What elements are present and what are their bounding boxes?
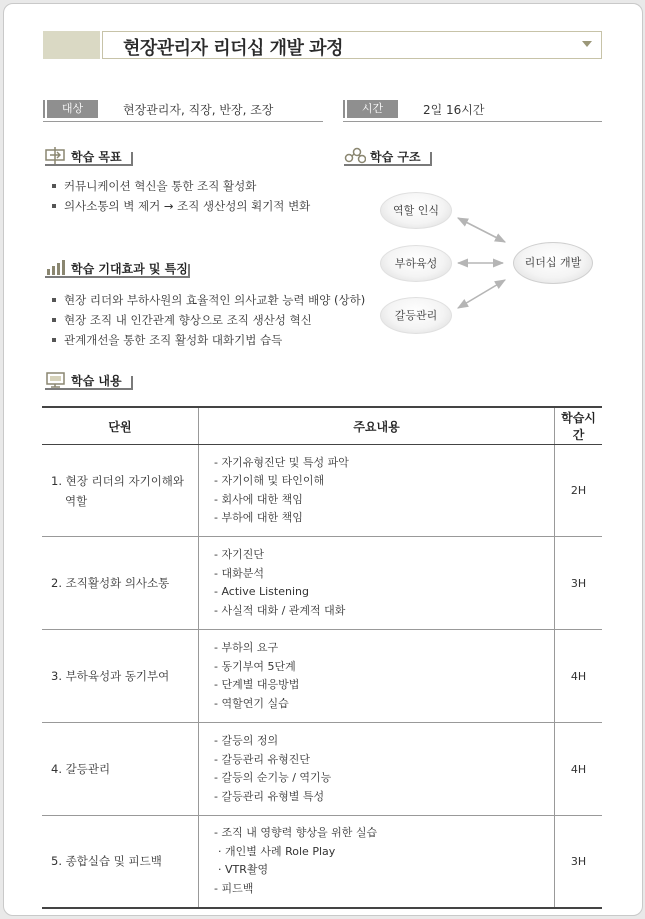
node-role: 역할 인식 <box>380 192 452 229</box>
col-content: 주요내용 <box>199 407 555 445</box>
divider <box>343 121 602 122</box>
node-develop: 부하육성 <box>380 245 452 282</box>
content-heading <box>45 370 133 390</box>
title-bar <box>43 31 602 59</box>
signpost-icon <box>45 147 67 164</box>
structure-heading <box>344 146 432 166</box>
unit-cell <box>42 537 199 630</box>
hours-cell: 3H <box>555 816 603 908</box>
structure-diagram <box>370 180 610 340</box>
table-row <box>42 445 602 537</box>
table-header <box>42 407 602 445</box>
table-row <box>42 630 602 723</box>
time-tag <box>347 100 398 118</box>
content-item: - 회사에 대한 책임 <box>214 492 303 506</box>
content-cell <box>199 537 555 630</box>
col-hours: 학습시간 <box>555 407 603 445</box>
time-value: 2일 16시간 <box>423 103 485 117</box>
arrow-conflict <box>458 280 505 308</box>
content-item: · 개인별 사례 Role Play <box>218 844 336 858</box>
content-cell <box>199 816 555 908</box>
page-title: 현장관리자 리더십 개발 과정 <box>123 38 343 59</box>
content-item: - 조직 내 영향력 향상을 위한 실습 <box>214 826 378 840</box>
objectives-list <box>51 177 310 217</box>
unit-cell <box>42 723 199 816</box>
target-info <box>43 100 323 122</box>
list-item: 의사소통의 벽 제거 → 조직 생산성의 획기적 변화 <box>51 197 310 217</box>
unit-name: 2. 조직활성화 의사소통 <box>51 576 170 590</box>
effects-title: 학습 기대효과 및 특징 <box>71 262 188 276</box>
content-item: - 자기유형진단 및 특성 파악 <box>214 455 349 469</box>
network-icon <box>344 147 366 164</box>
time-label: 시간 <box>361 102 384 115</box>
structure-title: 학습 구조 <box>370 150 421 164</box>
content-cell <box>199 445 555 537</box>
effects-heading <box>45 258 190 278</box>
unit-name-cont: 역할 <box>65 493 88 508</box>
node-conflict: 갈등관리 <box>380 297 452 334</box>
list-item: 현장 리더와 부하사원의 효율적인 의사교환 능력 배양 (상하) <box>51 291 365 311</box>
content-item: - 피드백 <box>214 881 254 895</box>
content-item: - 대화분석 <box>214 566 264 580</box>
target-tag <box>47 100 98 118</box>
time-info <box>343 100 602 122</box>
content-item: - 갈등의 정의 <box>214 734 279 747</box>
unit-name: 1. 현장 리더의 자기이해와 <box>51 473 185 488</box>
list-item: 커뮤니케이션 혁신을 통한 조직 활성화 <box>51 177 310 197</box>
content-item: - 부하의 요구 <box>214 641 279 654</box>
list-item: 현장 조직 내 인간관계 향상으로 조직 생산성 혁신 <box>51 311 365 331</box>
node-leadership: 리더십 개발 <box>513 242 593 284</box>
content-item: - 동기부여 5단계 <box>214 659 296 673</box>
objectives-heading <box>45 146 133 166</box>
unit-cell <box>42 445 199 537</box>
table-row <box>42 816 602 908</box>
unit-name: 3. 부하육성과 동기부여 <box>51 669 170 683</box>
content-item: - 자기이해 및 타인이해 <box>214 474 325 487</box>
title-accent-block <box>43 31 100 59</box>
triangle-down-icon <box>582 41 592 47</box>
arrow-role <box>458 218 505 242</box>
target-label: 대상 <box>61 102 84 115</box>
content-item: - 역할연기 실습 <box>214 696 289 710</box>
content-item: - 갈등관리 유형진단 <box>214 752 310 766</box>
content-cell <box>199 630 555 723</box>
content-item: · VTR촬영 <box>218 863 269 877</box>
divider <box>43 121 323 122</box>
content-item: - 부하에 대한 책임 <box>214 511 303 524</box>
content-item: - Active Listening <box>214 585 309 598</box>
content-item: - 사실적 대화 / 관계적 대화 <box>214 603 346 617</box>
table-row <box>42 537 602 630</box>
content-item: - 단계별 대응방법 <box>214 678 300 691</box>
content-item: - 갈등관리 유형별 특성 <box>214 789 325 803</box>
hours-cell: 4H <box>555 630 603 723</box>
unit-name: 5. 종합실습 및 피드백 <box>51 854 162 869</box>
content-item: - 갈등의 순기능 / 역기능 <box>214 771 332 784</box>
unit-cell <box>42 816 199 908</box>
table-row <box>42 723 602 816</box>
monitor-icon <box>45 371 67 388</box>
hours-cell: 3H <box>555 537 603 630</box>
unit-cell <box>42 630 199 723</box>
content-title: 학습 내용 <box>71 374 122 388</box>
list-item: 관계개선을 통한 조직 활성화 대화기법 습득 <box>51 331 365 351</box>
target-value: 현장관리자, 직장, 반장, 조장 <box>123 103 274 117</box>
objectives-title: 학습 목표 <box>71 150 122 164</box>
hours-cell: 2H <box>555 445 603 537</box>
unit-name: 4. 갈등관리 <box>51 762 111 776</box>
bar-chart-icon <box>45 259 67 276</box>
col-unit: 단원 <box>42 407 199 445</box>
content-cell <box>199 723 555 816</box>
effects-list <box>51 291 365 351</box>
curriculum-table <box>42 406 602 909</box>
hours-cell: 4H <box>555 723 603 816</box>
content-item: - 자기진단 <box>214 548 264 561</box>
title-box <box>102 31 602 59</box>
